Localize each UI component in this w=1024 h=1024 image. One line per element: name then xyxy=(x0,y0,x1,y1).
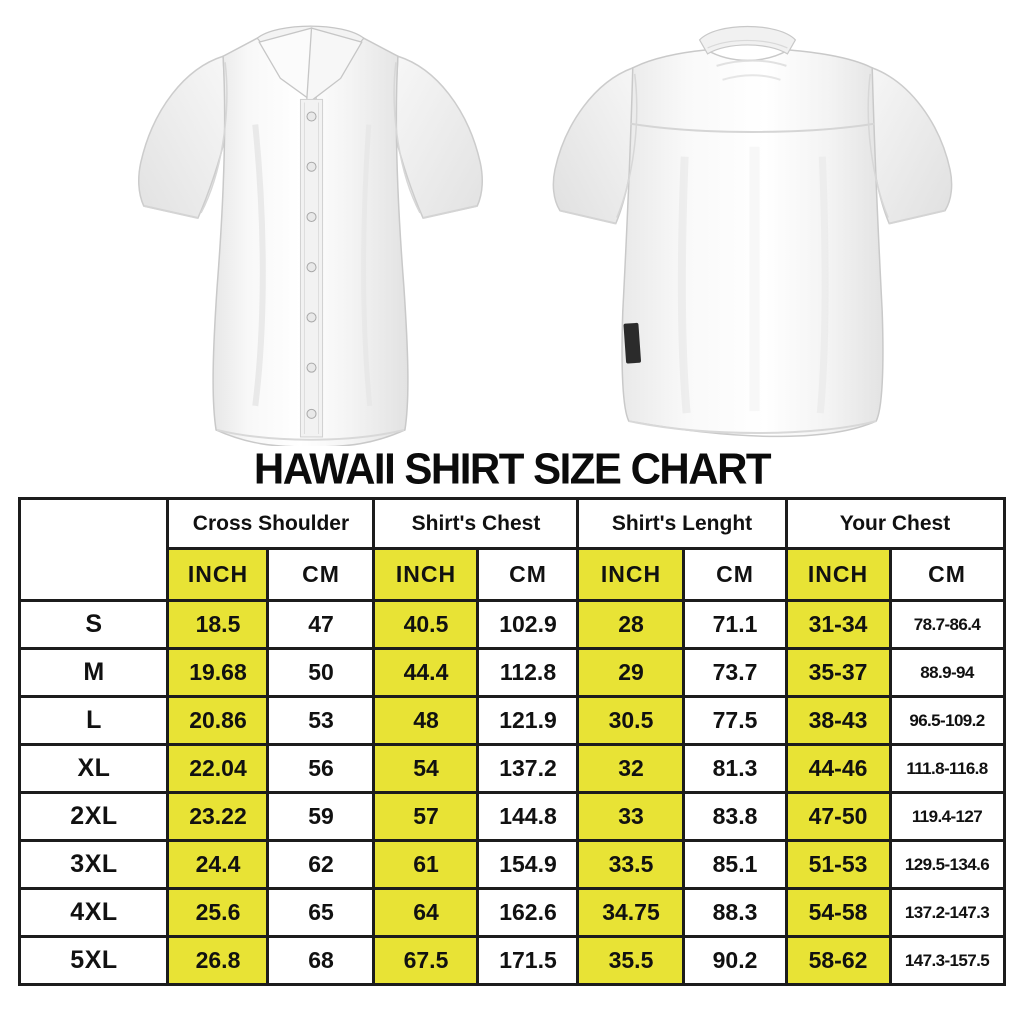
cell: 23.22 xyxy=(168,793,268,841)
cell: 35-37 xyxy=(786,649,890,697)
size-label: 5XL xyxy=(20,937,168,985)
cell: 53 xyxy=(268,697,374,745)
unit-header-inch: INCH xyxy=(578,549,684,601)
cell: 90.2 xyxy=(684,937,786,985)
cell: 54 xyxy=(374,745,478,793)
unit-header-inch: INCH xyxy=(374,549,478,601)
cell: 71.1 xyxy=(684,601,786,649)
cell: 64 xyxy=(374,889,478,937)
cell: 102.9 xyxy=(478,601,578,649)
shirt-photos-section xyxy=(0,0,1024,447)
shirt-back-image xyxy=(533,12,961,446)
cell: 59 xyxy=(268,793,374,841)
cell: 137.2 xyxy=(478,745,578,793)
table-row-l xyxy=(20,697,1004,745)
table-row-s xyxy=(20,601,1004,649)
cell: 56 xyxy=(268,745,374,793)
table-row-4xl xyxy=(20,889,1004,937)
unit-header-cm: CM xyxy=(268,549,374,601)
cell: 119.4-127 xyxy=(890,793,1004,841)
cell: 144.8 xyxy=(478,793,578,841)
cell: 31-34 xyxy=(786,601,890,649)
size-label: L xyxy=(20,697,168,745)
cell: 67.5 xyxy=(374,937,478,985)
table-row-5xl xyxy=(20,937,1004,985)
cell: 22.04 xyxy=(168,745,268,793)
cell: 40.5 xyxy=(374,601,478,649)
cell: 30.5 xyxy=(578,697,684,745)
cell: 78.7-86.4 xyxy=(890,601,1004,649)
cell: 68 xyxy=(268,937,374,985)
table-row-3xl xyxy=(20,841,1004,889)
cell: 47-50 xyxy=(786,793,890,841)
table-row-m xyxy=(20,649,1004,697)
cell: 58-62 xyxy=(786,937,890,985)
cell: 25.6 xyxy=(168,889,268,937)
shirt-side-tag xyxy=(623,323,641,364)
unit-header-inch: INCH xyxy=(786,549,890,601)
cell: 83.8 xyxy=(684,793,786,841)
size-table xyxy=(18,497,1005,986)
cell: 88.9-94 xyxy=(890,649,1004,697)
table-row-2xl xyxy=(20,793,1004,841)
cell: 147.3-157.5 xyxy=(890,937,1004,985)
column-group-header-3: Shirt's Lenght xyxy=(578,499,786,549)
table-row-xl xyxy=(20,745,1004,793)
column-group-header-4: Your Chest xyxy=(786,499,1004,549)
shirt-front-image xyxy=(103,4,518,446)
cell: 96.5-109.2 xyxy=(890,697,1004,745)
cell: 47 xyxy=(268,601,374,649)
cell: 32 xyxy=(578,745,684,793)
cell: 44.4 xyxy=(374,649,478,697)
size-label: 2XL xyxy=(20,793,168,841)
cell: 61 xyxy=(374,841,478,889)
cell: 129.5-134.6 xyxy=(890,841,1004,889)
cell: 26.8 xyxy=(168,937,268,985)
cell: 81.3 xyxy=(684,745,786,793)
cell: 50 xyxy=(268,649,374,697)
cell: 77.5 xyxy=(684,697,786,745)
cell: 111.8-116.8 xyxy=(890,745,1004,793)
cell: 33 xyxy=(578,793,684,841)
cell: 54-58 xyxy=(786,889,890,937)
column-group-header-2: Shirt's Chest xyxy=(374,499,578,549)
unit-header-cm: CM xyxy=(478,549,578,601)
cell: 28 xyxy=(578,601,684,649)
cell: 57 xyxy=(374,793,478,841)
cell: 34.75 xyxy=(578,889,684,937)
cell: 38-43 xyxy=(786,697,890,745)
unit-header-inch: INCH xyxy=(168,549,268,601)
size-label: M xyxy=(20,649,168,697)
cell: 137.2-147.3 xyxy=(890,889,1004,937)
cell: 33.5 xyxy=(578,841,684,889)
cell: 51-53 xyxy=(786,841,890,889)
cell: 29 xyxy=(578,649,684,697)
unit-header-cm: CM xyxy=(684,549,786,601)
cell: 85.1 xyxy=(684,841,786,889)
unit-header-cm: CM xyxy=(890,549,1004,601)
cell: 171.5 xyxy=(478,937,578,985)
cell: 162.6 xyxy=(478,889,578,937)
cell: 24.4 xyxy=(168,841,268,889)
cell: 121.9 xyxy=(478,697,578,745)
cell: 88.3 xyxy=(684,889,786,937)
cell: 112.8 xyxy=(478,649,578,697)
size-label: XL xyxy=(20,745,168,793)
size-label: 4XL xyxy=(20,889,168,937)
cell: 48 xyxy=(374,697,478,745)
cell: 44-46 xyxy=(786,745,890,793)
column-group-header-1: Cross Shoulder xyxy=(168,499,374,549)
page-title: HAWAII SHIRT SIZE CHART xyxy=(253,444,771,493)
cell: 73.7 xyxy=(684,649,786,697)
cell: 65 xyxy=(268,889,374,937)
cell: 154.9 xyxy=(478,841,578,889)
cell: 62 xyxy=(268,841,374,889)
size-label: S xyxy=(20,601,168,649)
cell: 20.86 xyxy=(168,697,268,745)
corner-cell xyxy=(20,499,168,601)
cell: 18.5 xyxy=(168,601,268,649)
cell: 19.68 xyxy=(168,649,268,697)
size-label: 3XL xyxy=(20,841,168,889)
cell: 35.5 xyxy=(578,937,684,985)
